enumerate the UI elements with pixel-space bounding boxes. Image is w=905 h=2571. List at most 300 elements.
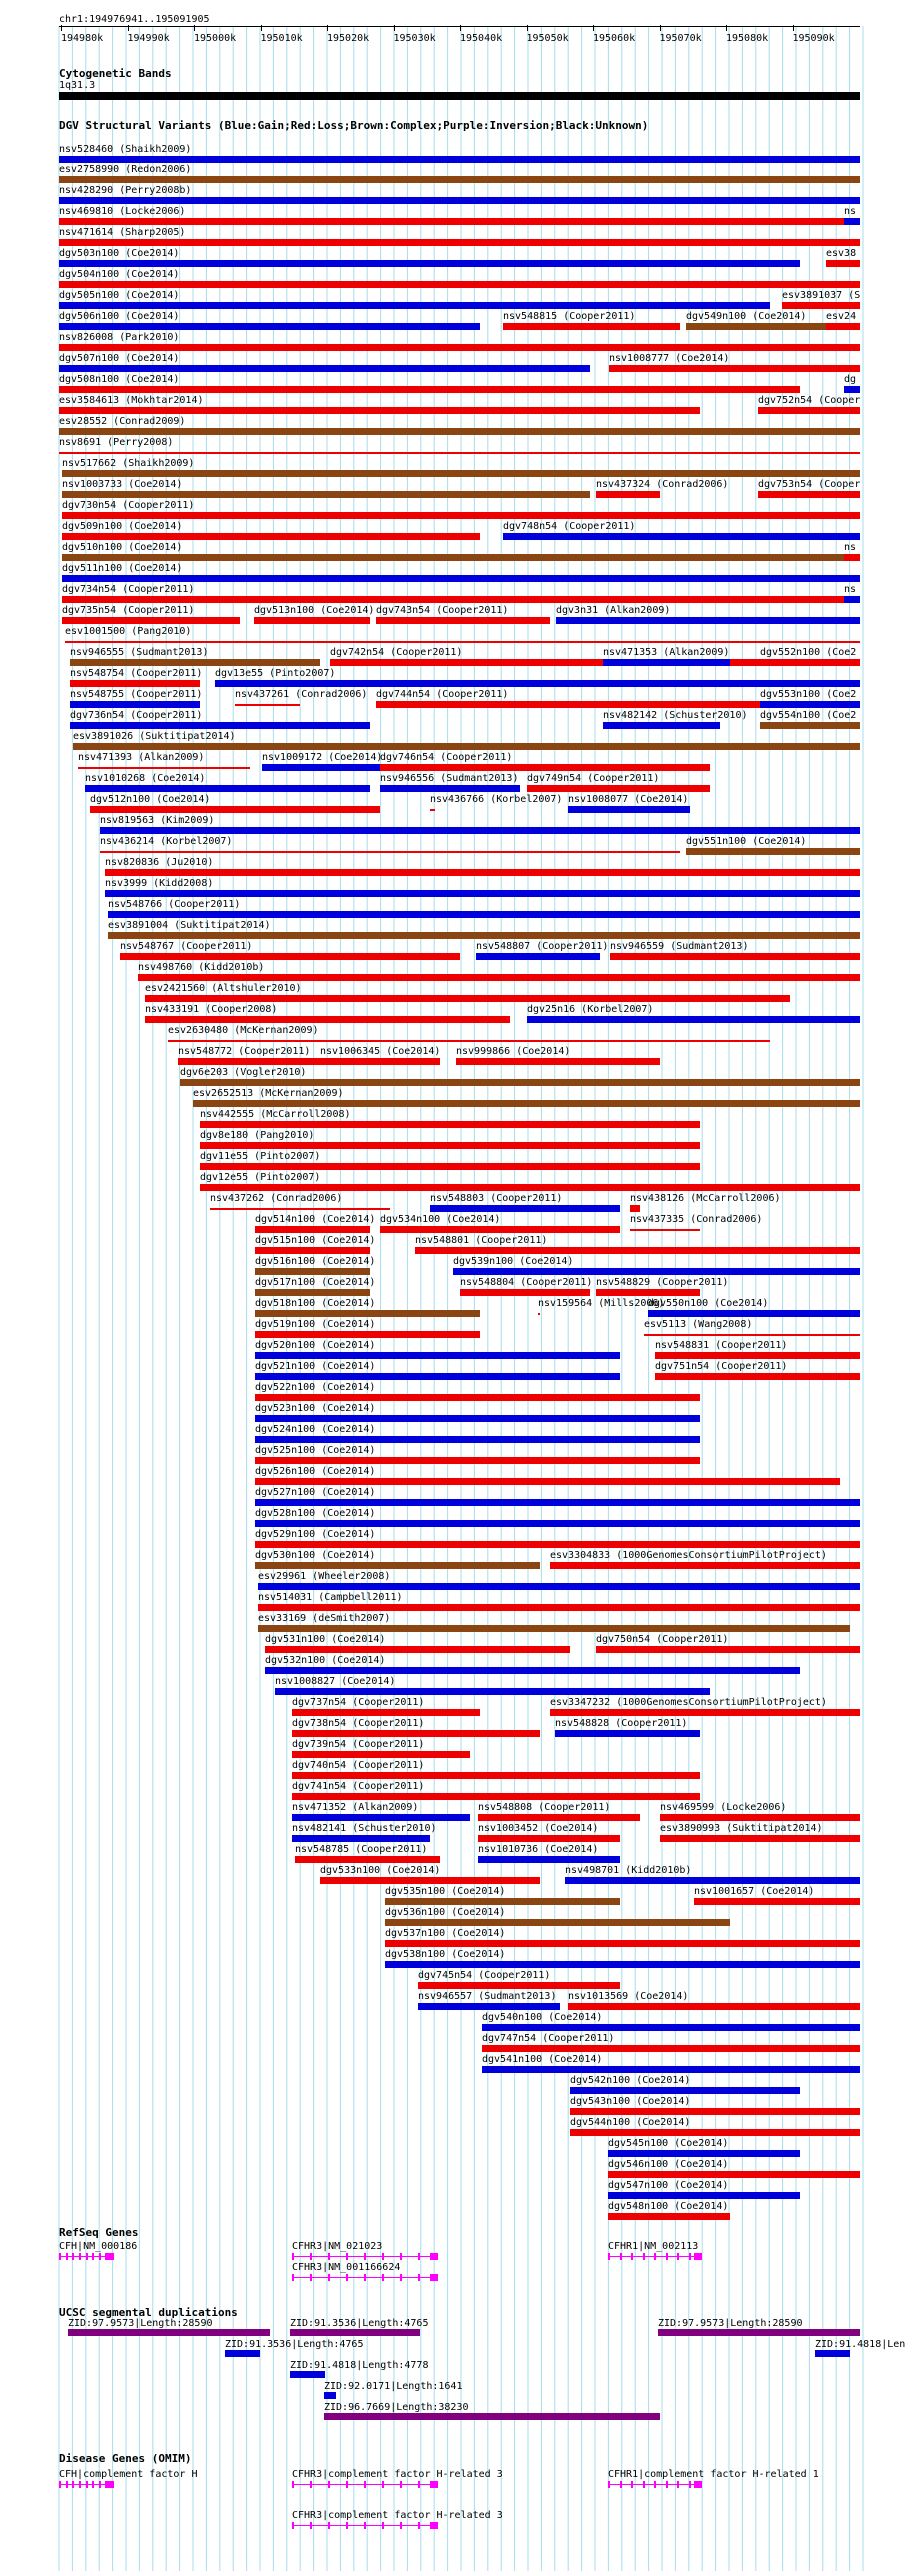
ruler-tick: [327, 25, 328, 31]
variant-bar[interactable]: [655, 1352, 860, 1359]
gene-exon[interactable]: [382, 2274, 384, 2281]
variant-bar[interactable]: [320, 1877, 540, 1884]
variant-bar[interactable]: [609, 365, 860, 372]
variant-bar[interactable]: [292, 1814, 470, 1821]
variant-label: dgv533n100 (Coe2014): [320, 1865, 441, 1876]
variant-bar[interactable]: [482, 2045, 860, 2052]
gene-exon[interactable]: [643, 2253, 645, 2260]
variant-label: nsv1006345 (Coe2014): [320, 1046, 441, 1057]
variant-bar[interactable]: [200, 1121, 700, 1128]
gene-exon[interactable]: [400, 2274, 402, 2281]
variant-bar[interactable]: [568, 2003, 860, 2010]
variant-bar[interactable]: [70, 659, 320, 666]
variant-bar[interactable]: [380, 764, 710, 771]
gene-exon[interactable]: [382, 2522, 384, 2529]
ruler-label: 195010k: [260, 33, 303, 44]
gene-exon[interactable]: [620, 2481, 622, 2488]
gene-exon[interactable]: [418, 2253, 420, 2260]
gene-exon[interactable]: [328, 2481, 330, 2488]
variant-bar[interactable]: [258, 1604, 860, 1611]
gene-exon[interactable]: [430, 2522, 436, 2529]
gene-exon[interactable]: [700, 2253, 702, 2260]
omim-track-title: Disease Genes (OMIM): [59, 2452, 192, 2465]
variant-label: dgv534n100 (Coe2014): [380, 1214, 501, 1225]
gene-exon[interactable]: [310, 2253, 312, 2260]
variant-bar[interactable]: [59, 260, 800, 267]
variant-bar[interactable]: [255, 1499, 860, 1506]
variant-label: nsv1008777 (Coe2014): [609, 353, 730, 364]
variant-label: dgv548n100 (Coe2014): [608, 2201, 729, 2212]
variant-bar[interactable]: [210, 1208, 390, 1210]
gene-exon[interactable]: [346, 2522, 348, 2529]
cytoband-bar[interactable]: [59, 92, 860, 100]
variant-bar[interactable]: [108, 911, 860, 918]
variant-bar[interactable]: [108, 932, 860, 939]
gene-exon[interactable]: [700, 2481, 702, 2488]
variant-bar[interactable]: [415, 1247, 860, 1254]
variant-bar[interactable]: [527, 1016, 860, 1023]
variant-bar[interactable]: [62, 554, 860, 561]
variant-bar[interactable]: [556, 617, 860, 624]
gene-label: CFH|NM_000186: [59, 2241, 138, 2252]
variant-bar[interactable]: [255, 1268, 370, 1275]
variant-bar[interactable]: [758, 491, 860, 498]
gene-exon[interactable]: [631, 2253, 633, 2260]
gene-exon[interactable]: [106, 2481, 112, 2488]
segdup-bar[interactable]: [324, 2392, 336, 2399]
gene-exon[interactable]: [400, 2253, 402, 2260]
variant-bar[interactable]: [826, 323, 860, 330]
variant-bar[interactable]: [430, 1205, 620, 1212]
gene-exon[interactable]: [72, 2253, 74, 2260]
gene-exon[interactable]: [99, 2253, 101, 2260]
gene-exon[interactable]: [328, 2253, 330, 2260]
variant-bar[interactable]: [320, 1058, 440, 1065]
variant-bar[interactable]: [70, 701, 200, 708]
variant-bar[interactable]: [254, 617, 370, 624]
variant-bar[interactable]: [62, 512, 860, 519]
gene-exon[interactable]: [59, 2253, 61, 2260]
variant-bar[interactable]: [385, 1961, 860, 1968]
variant-bar[interactable]: [430, 809, 435, 811]
gene-exon[interactable]: [72, 2481, 74, 2488]
variant-bar[interactable]: [258, 1583, 860, 1590]
gene-exon[interactable]: [79, 2481, 81, 2488]
variant-label: nsv548767 (Cooper2011): [120, 941, 253, 952]
variant-bar[interactable]: [255, 1562, 540, 1569]
variant-label: nsv548785 (Cooper2011): [295, 1844, 428, 1855]
gene-exon[interactable]: [666, 2253, 668, 2260]
gene-exon[interactable]: [689, 2253, 691, 2260]
variant-bar[interactable]: [555, 1730, 700, 1737]
gene-exon[interactable]: [59, 2481, 61, 2488]
variant-bar[interactable]: [503, 323, 680, 330]
variant-bar[interactable]: [193, 1100, 860, 1107]
variant-bar[interactable]: [380, 1226, 620, 1233]
variant-label: dgv519n100 (Coe2014): [255, 1319, 376, 1330]
gene-exon[interactable]: [418, 2481, 420, 2488]
gene-exon[interactable]: [328, 2522, 330, 2529]
variant-bar[interactable]: [608, 2171, 860, 2178]
variant-bar[interactable]: [59, 365, 590, 372]
variant-bar[interactable]: [760, 701, 860, 708]
variant-bar[interactable]: [644, 1334, 860, 1336]
variant-bar[interactable]: [760, 659, 860, 666]
variant-label: dgv531n100 (Coe2014): [265, 1634, 386, 1645]
variant-bar[interactable]: [275, 1688, 710, 1695]
variant-bar[interactable]: [453, 1268, 860, 1275]
variant-bar[interactable]: [482, 2066, 860, 2073]
gene-exon[interactable]: [436, 2481, 438, 2488]
ruler-label: 195040k: [460, 33, 503, 44]
variant-bar[interactable]: [630, 1229, 700, 1231]
gene-exon[interactable]: [430, 2274, 436, 2281]
variant-label: nsv548772 (Cooper2011): [178, 1046, 311, 1057]
variant-bar[interactable]: [760, 722, 860, 729]
gene-exon[interactable]: [689, 2481, 691, 2488]
variant-label: nsv436766 (Korbel2007): [430, 794, 563, 805]
variant-label: dgv522n100 (Coe2014): [255, 1382, 376, 1393]
gene-exon[interactable]: [430, 2253, 436, 2260]
gene-exon[interactable]: [364, 2522, 366, 2529]
variant-bar[interactable]: [385, 1919, 730, 1926]
variant-bar[interactable]: [65, 641, 860, 643]
variant-bar[interactable]: [70, 680, 200, 687]
variant-bar[interactable]: [255, 1352, 620, 1359]
segdup-bar[interactable]: [225, 2350, 260, 2357]
variant-bar[interactable]: [686, 323, 830, 330]
gene-exon[interactable]: [654, 2481, 656, 2488]
variant-bar[interactable]: [570, 2087, 800, 2094]
variant-bar[interactable]: [418, 1982, 620, 1989]
variant-bar[interactable]: [255, 1478, 840, 1485]
gene-exon[interactable]: [382, 2253, 384, 2260]
variant-bar[interactable]: [292, 1793, 700, 1800]
variant-bar[interactable]: [265, 1667, 800, 1674]
gene-exon[interactable]: [430, 2481, 436, 2488]
variant-label: esv28552 (Conrad2009): [59, 416, 186, 427]
variant-bar[interactable]: [385, 1940, 860, 1947]
gene-exon[interactable]: [620, 2253, 622, 2260]
gene-exon[interactable]: [292, 2481, 294, 2488]
variant-bar[interactable]: [565, 1877, 860, 1884]
variant-bar[interactable]: [655, 1373, 860, 1380]
variant-bar[interactable]: [105, 890, 860, 897]
variant-bar[interactable]: [59, 156, 860, 163]
variant-bar[interactable]: [59, 407, 700, 414]
gene-exon[interactable]: [292, 2274, 294, 2281]
gene-exon[interactable]: [364, 2274, 366, 2281]
gene-exon[interactable]: [328, 2274, 330, 2281]
variant-bar[interactable]: [59, 197, 860, 204]
variant-label: nsv548828 (Cooper2011): [555, 1718, 688, 1729]
variant-bar[interactable]: [255, 1331, 480, 1338]
variant-label: esv33169 (deSmith2007): [258, 1613, 391, 1624]
variant-bar[interactable]: [100, 851, 680, 853]
variant-bar[interactable]: [138, 974, 860, 981]
variant-bar[interactable]: [200, 1184, 860, 1191]
variant-label: dgv545n100 (Coe2014): [608, 2138, 729, 2149]
variant-bar[interactable]: [292, 1772, 700, 1779]
variant-bar[interactable]: [62, 470, 860, 477]
gene-exon[interactable]: [436, 2522, 438, 2529]
gene-exon[interactable]: [382, 2481, 384, 2488]
variant-bar[interactable]: [482, 2024, 860, 2031]
gene-exon[interactable]: [364, 2481, 366, 2488]
gene-exon[interactable]: [654, 2253, 656, 2260]
variant-bar[interactable]: [105, 869, 860, 876]
ruler-tick: [394, 25, 395, 31]
segdup-bar[interactable]: [658, 2329, 860, 2336]
variant-bar[interactable]: [120, 953, 460, 960]
gene-exon[interactable]: [677, 2481, 679, 2488]
variant-bar[interactable]: [255, 1415, 700, 1422]
variant-bar[interactable]: [550, 1709, 860, 1716]
variant-bar[interactable]: [145, 995, 790, 1002]
gene-exon[interactable]: [400, 2481, 402, 2488]
variant-bar[interactable]: [255, 1436, 700, 1443]
variant-bar[interactable]: [255, 1247, 370, 1254]
segdup-bar[interactable]: [324, 2413, 660, 2420]
variant-bar[interactable]: [70, 722, 370, 729]
variant-label: nsv471352 (Alkan2009): [292, 1802, 419, 1813]
variant-bar[interactable]: [527, 785, 710, 792]
variant-bar[interactable]: [380, 785, 520, 792]
variant-bar[interactable]: [292, 1709, 480, 1716]
ruler-tick: [261, 25, 262, 31]
gene-exon[interactable]: [79, 2253, 81, 2260]
variant-bar[interactable]: [255, 1457, 700, 1464]
gene-exon[interactable]: [92, 2481, 94, 2488]
variant-bar[interactable]: [610, 953, 860, 960]
variant-bar[interactable]: [568, 806, 690, 813]
variant-bar[interactable]: [608, 2150, 800, 2157]
gene-exon[interactable]: [66, 2481, 68, 2488]
variant-bar[interactable]: [660, 1835, 860, 1842]
variant-bar[interactable]: [59, 386, 800, 393]
segdup-bar[interactable]: [290, 2329, 420, 2336]
ruler-tick: [793, 25, 794, 31]
variant-bar[interactable]: [418, 2003, 560, 2010]
variant-bar[interactable]: [478, 1856, 620, 1863]
gene-exon[interactable]: [112, 2481, 114, 2488]
variant-bar[interactable]: [62, 491, 590, 498]
variant-label: dgv539n100 (Coe2014): [453, 1256, 574, 1267]
variant-bar[interactable]: [694, 1898, 860, 1905]
variant-bar[interactable]: [180, 1079, 860, 1086]
ruler-label: 195080k: [726, 33, 769, 44]
gene-exon[interactable]: [310, 2481, 312, 2488]
variant-bar[interactable]: [570, 2108, 860, 2115]
variant-bar[interactable]: [385, 1898, 620, 1905]
variant-bar[interactable]: [603, 659, 730, 666]
variant-bar[interactable]: [570, 2129, 860, 2136]
gene-exon[interactable]: [86, 2481, 88, 2488]
gene-exon[interactable]: [346, 2274, 348, 2281]
variant-label: esv2421560 (Altshuler2010): [145, 983, 302, 994]
variant-bar[interactable]: [62, 596, 860, 603]
gene-exon[interactable]: [346, 2253, 348, 2260]
variant-label: esv38: [826, 248, 857, 259]
variant-bar[interactable]: [215, 680, 860, 687]
gene-exon[interactable]: [86, 2253, 88, 2260]
variant-label: dgv535n100 (Coe2014): [385, 1886, 506, 1897]
gene-exon[interactable]: [292, 2253, 294, 2260]
variant-label: ns: [844, 542, 857, 553]
variant-bar[interactable]: [538, 1313, 540, 1315]
gene-exon[interactable]: [106, 2253, 112, 2260]
gene-exon[interactable]: [418, 2274, 420, 2281]
variant-bar[interactable]: [100, 827, 860, 834]
variant-bar[interactable]: [59, 281, 860, 288]
variant-bar[interactable]: [503, 533, 860, 540]
variant-bar[interactable]: [255, 1226, 370, 1233]
gene-exon[interactable]: [608, 2253, 610, 2260]
gene-exon[interactable]: [677, 2253, 679, 2260]
variant-bar[interactable]: [200, 1163, 700, 1170]
gene-exon[interactable]: [436, 2274, 438, 2281]
variant-bar[interactable]: [59, 239, 860, 246]
variant-bar[interactable]: [255, 1289, 370, 1296]
variant-bar[interactable]: [178, 1058, 320, 1065]
ruler-tick: [128, 25, 129, 31]
gene-exon[interactable]: [112, 2253, 114, 2260]
variant-bar[interactable]: [255, 1541, 860, 1548]
variant-label: nsv820836 (Ju2010): [105, 857, 214, 868]
variant-bar[interactable]: [596, 1646, 860, 1653]
variant-label: dgv526n100 (Coe2014): [255, 1466, 376, 1477]
variant-label: nsv548754 (Cooper2011): [70, 668, 203, 679]
variant-bar[interactable]: [59, 218, 860, 225]
variant-bar[interactable]: [608, 2213, 730, 2220]
variant-bar[interactable]: [59, 176, 860, 183]
variant-bar[interactable]: [295, 1856, 440, 1863]
gene-exon[interactable]: [694, 2481, 700, 2488]
variant-bar[interactable]: [648, 1310, 860, 1317]
variant-bar[interactable]: [844, 386, 860, 393]
variant-bar[interactable]: [62, 617, 240, 624]
variant-bar[interactable]: [460, 1289, 590, 1296]
variant-bar[interactable]: [660, 1814, 860, 1821]
variant-label: dgv513n100 (Coe2014): [254, 605, 375, 616]
gene-exon[interactable]: [631, 2481, 633, 2488]
variant-label: nsv471353 (Alkan2009): [603, 647, 730, 658]
gene-exon[interactable]: [418, 2522, 420, 2529]
variant-label: esv2758990 (Redon2006): [59, 164, 192, 175]
gene-exon[interactable]: [92, 2253, 94, 2260]
variant-label: esv3891037 (S: [782, 290, 861, 301]
gene-exon[interactable]: [364, 2253, 366, 2260]
gene-exon[interactable]: [666, 2481, 668, 2488]
gene-exon[interactable]: [99, 2481, 101, 2488]
gene-exon[interactable]: [310, 2522, 312, 2529]
variant-bar[interactable]: [90, 806, 380, 813]
variant-label: dgv512n100 (Coe2014): [90, 794, 211, 805]
variant-bar[interactable]: [292, 1730, 540, 1737]
gene-exon[interactable]: [66, 2253, 68, 2260]
dgv-track-title: DGV Structural Variants (Blue:Gain;Red:Loss;Brown:Complex;Purple:Inversion;Black:Unknown): [59, 119, 649, 132]
variant-bar[interactable]: [608, 2192, 800, 2199]
variant-label: dgv518n100 (Coe2014): [255, 1298, 376, 1309]
ruler-label: 195020k: [327, 33, 370, 44]
variant-bar[interactable]: [782, 302, 860, 309]
gene-exon[interactable]: [292, 2522, 294, 2529]
variant-bar[interactable]: [630, 1205, 640, 1212]
variant-bar[interactable]: [476, 953, 600, 960]
variant-bar[interactable]: [168, 1040, 770, 1042]
variant-bar[interactable]: [255, 1373, 620, 1380]
variant-bar[interactable]: [59, 302, 770, 309]
variant-bar[interactable]: [550, 1562, 860, 1569]
variant-bar[interactable]: [478, 1835, 620, 1842]
variant-bar[interactable]: [78, 767, 250, 769]
variant-bar[interactable]: [686, 848, 860, 855]
variant-bar[interactable]: [758, 407, 860, 414]
segdup-bar[interactable]: [68, 2329, 270, 2336]
variant-label: dgv530n100 (Coe2014): [255, 1550, 376, 1561]
variant-bar[interactable]: [603, 722, 720, 729]
segdup-bar[interactable]: [815, 2350, 850, 2357]
variant-bar[interactable]: [456, 1058, 660, 1065]
variant-bar[interactable]: [59, 452, 860, 454]
variant-label: nsv442555 (McCarroll2008): [200, 1109, 351, 1120]
variant-bar[interactable]: [200, 1142, 700, 1149]
variant-bar[interactable]: [73, 743, 860, 750]
variant-label: dgv547n100 (Coe2014): [608, 2180, 729, 2191]
variant-bar[interactable]: [826, 260, 860, 267]
ruler-tick: [593, 25, 594, 31]
gene-exon[interactable]: [400, 2522, 402, 2529]
variant-bar[interactable]: [59, 344, 860, 351]
variant-bar[interactable]: [62, 575, 860, 582]
variant-bar[interactable]: [265, 1646, 570, 1653]
variant-bar[interactable]: [376, 617, 550, 624]
gene-exon[interactable]: [310, 2274, 312, 2281]
variant-bar[interactable]: [255, 1394, 700, 1401]
variant-bar[interactable]: [85, 785, 370, 792]
gene-exon[interactable]: [643, 2481, 645, 2488]
variant-bar[interactable]: [292, 1751, 470, 1758]
variant-bar[interactable]: [145, 1016, 510, 1023]
variant-bar[interactable]: [62, 533, 480, 540]
variant-bar[interactable]: [235, 704, 300, 706]
variant-label: nsv438126 (McCarroll2006): [630, 1193, 781, 1204]
variant-bar[interactable]: [844, 218, 860, 225]
variant-bar[interactable]: [596, 491, 660, 498]
gene-exon[interactable]: [436, 2253, 438, 2260]
variant-bar[interactable]: [59, 428, 860, 435]
variant-label: dgv550n100 (Coe2014): [648, 1298, 769, 1309]
segdup-bar[interactable]: [290, 2371, 325, 2378]
variant-bar[interactable]: [255, 1520, 860, 1527]
variant-bar[interactable]: [59, 323, 480, 330]
variant-bar[interactable]: [255, 1310, 480, 1317]
variant-bar[interactable]: [478, 1814, 640, 1821]
variant-bar[interactable]: [292, 1835, 430, 1842]
gene-exon[interactable]: [346, 2481, 348, 2488]
variant-bar[interactable]: [844, 554, 860, 561]
gene-exon[interactable]: [608, 2481, 610, 2488]
variant-label: dgv514n100 (Coe2014): [255, 1214, 376, 1225]
variant-label: dgv730n54 (Cooper2011): [62, 500, 195, 511]
variant-label: nsv159564 (Mills2006): [538, 1298, 665, 1309]
variant-bar[interactable]: [262, 764, 380, 771]
gene-exon[interactable]: [694, 2253, 700, 2260]
variant-bar[interactable]: [596, 1289, 700, 1296]
variant-bar[interactable]: [844, 596, 860, 603]
variant-bar[interactable]: [258, 1625, 850, 1632]
variant-label: dgv741n54 (Cooper2011): [292, 1781, 425, 1792]
